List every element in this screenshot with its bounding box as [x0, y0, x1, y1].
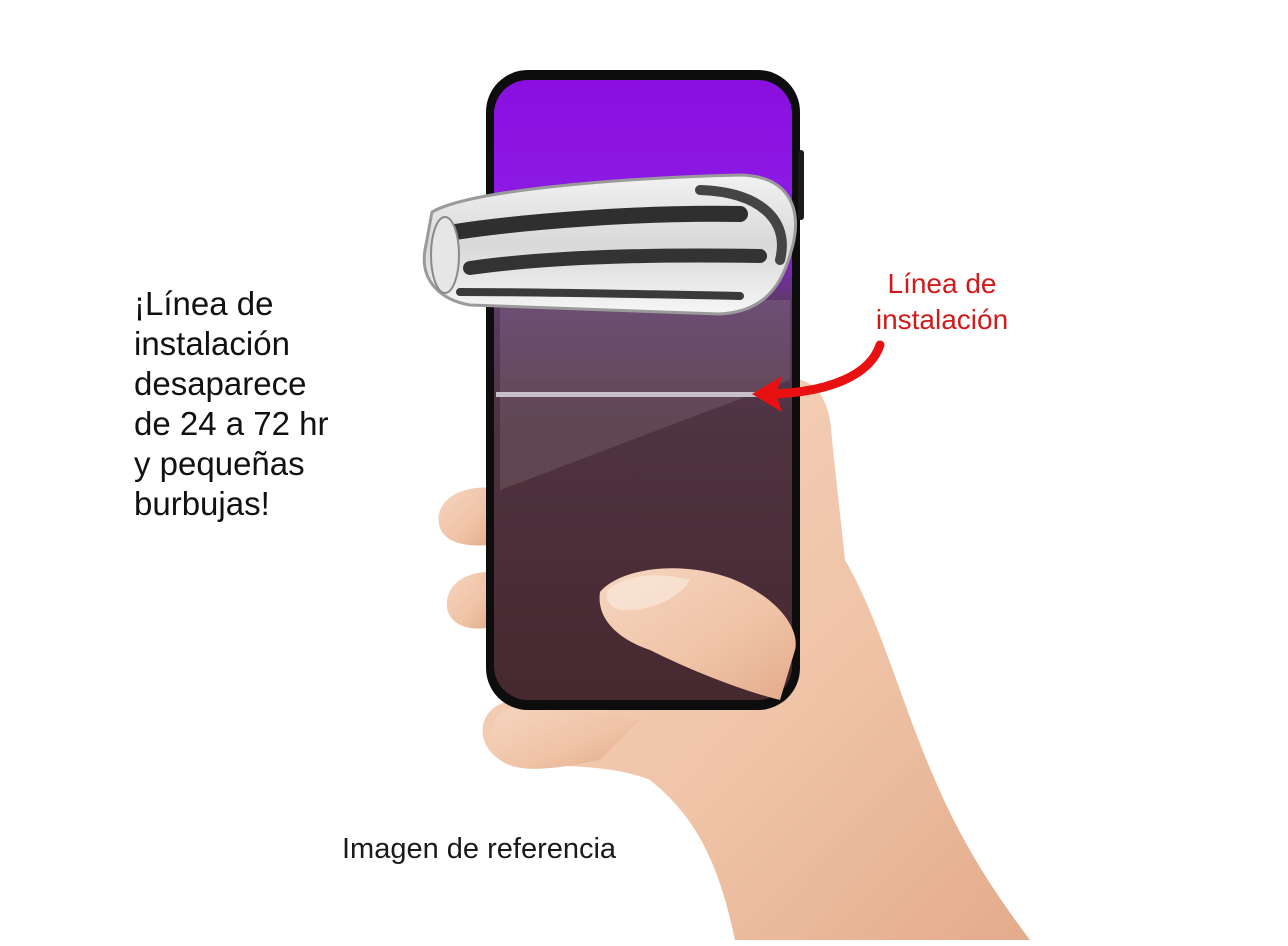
note-line: y pequeñas	[134, 445, 305, 482]
peeling-film	[424, 175, 795, 314]
note-line: de 24 a 72 hr	[134, 405, 329, 442]
reference-image-caption: Imagen de referencia	[342, 833, 617, 865]
note-line: desaparece	[134, 365, 307, 402]
installation-line	[496, 392, 758, 397]
phone-side-button	[798, 150, 804, 220]
note-line: ¡Línea de	[134, 285, 274, 322]
callout-line: instalación	[875, 304, 1009, 335]
note-line: instalación	[134, 325, 290, 362]
installation-note	[134, 284, 434, 524]
note-line: burbujas!	[134, 485, 270, 522]
installation-line-callout	[842, 266, 1042, 338]
callout-line: Línea de	[887, 268, 997, 299]
